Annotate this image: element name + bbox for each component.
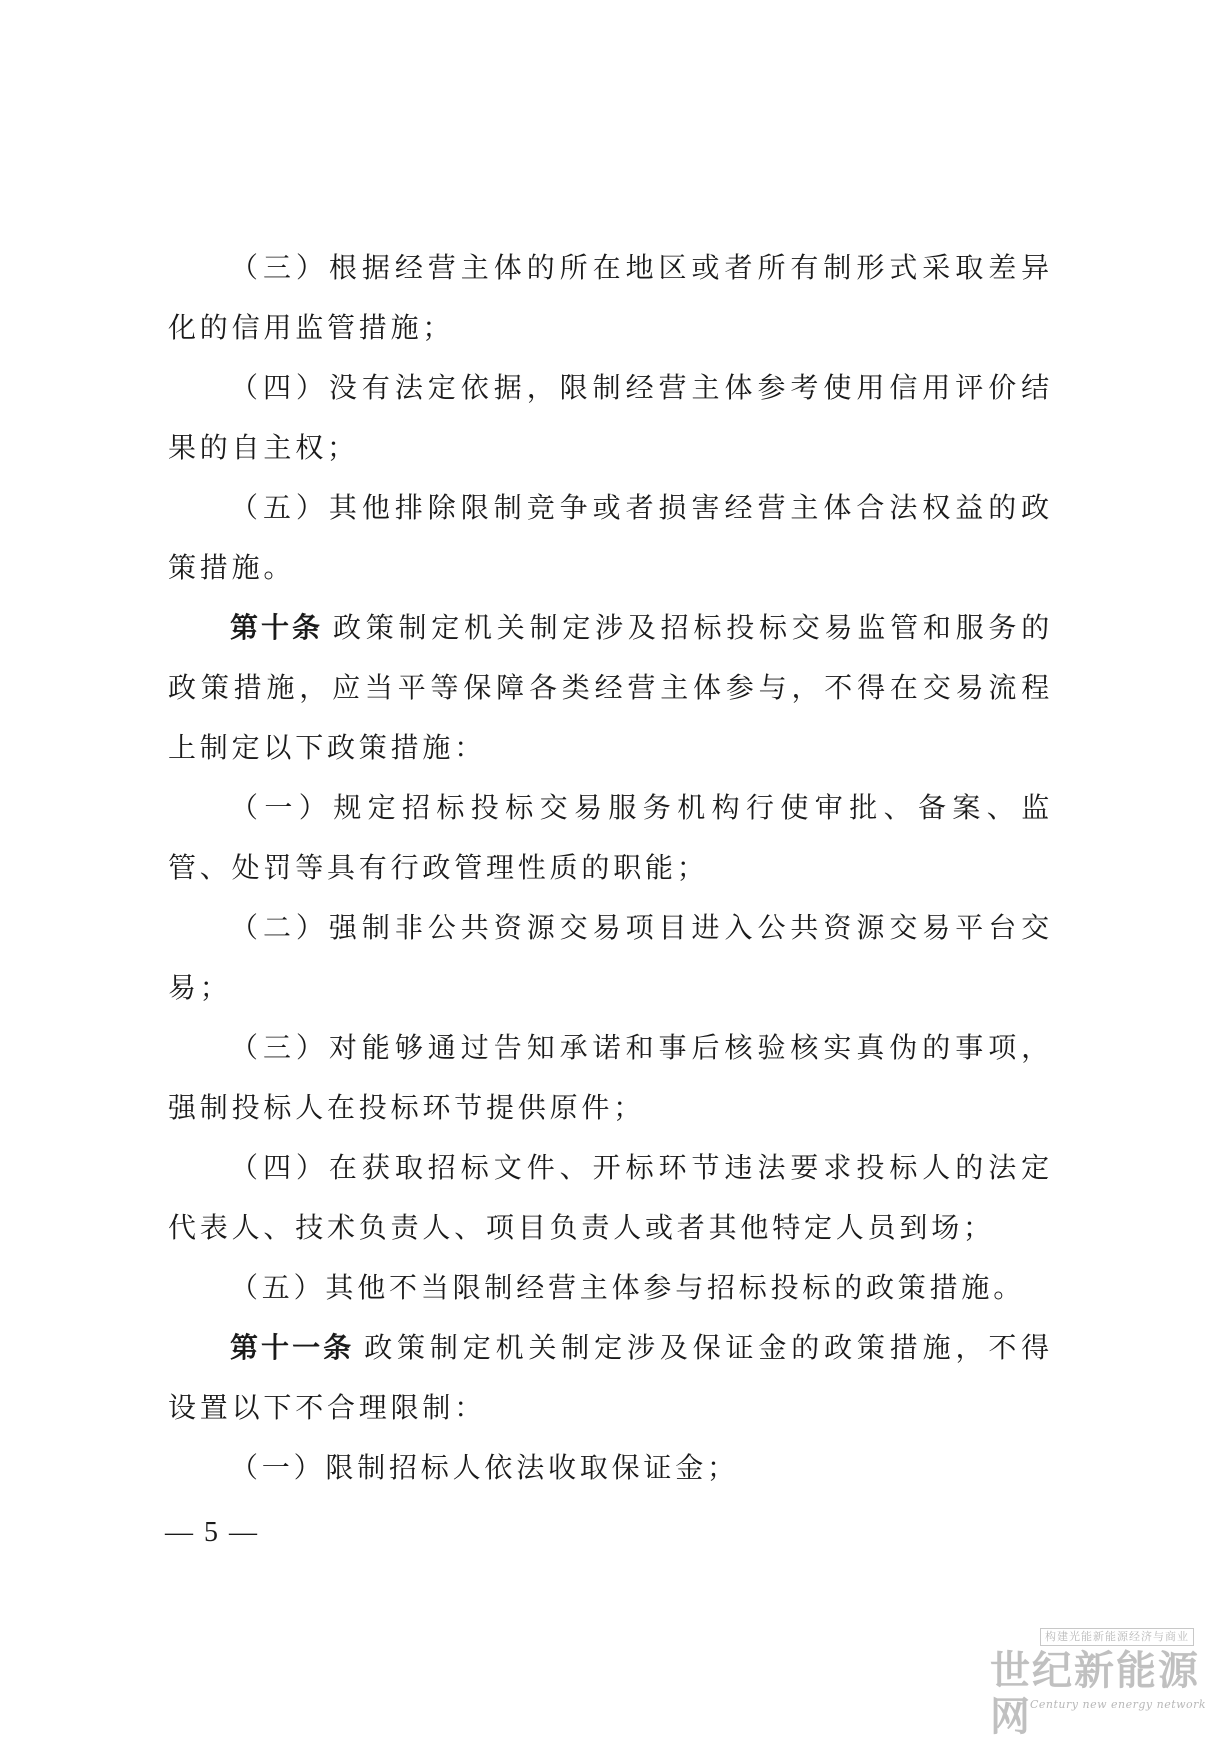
item-paragraph [168, 1258, 1053, 1318]
paragraph-text: （三）对能够通过告知承诺和事后核验核实真伪的事项，强制投标人在投标环节提供原件； [168, 1031, 1053, 1124]
article-paragraph [168, 598, 1053, 778]
article-title: 第十条 [230, 611, 323, 644]
item-paragraph [168, 1018, 1053, 1138]
article-paragraph [168, 1318, 1053, 1438]
item-paragraph [168, 238, 1053, 358]
paragraph-text: 政策制定机关制定涉及保证金的政策措施，不得设置以下不合理限制： [168, 1331, 1053, 1424]
paragraph-text: 政策制定机关制定涉及招标投标交易监管和服务的政策措施，应当平等保障各类经营主体参与，不得在交易流程上制定以下政策措施： [168, 611, 1053, 764]
watermark-subtitle: Century new energy network [1030, 1698, 1207, 1711]
item-paragraph [168, 1138, 1053, 1258]
watermark-tag: 构建光能新能源经济与商业 [1040, 1628, 1194, 1646]
item-paragraph [168, 478, 1053, 598]
paragraph-text: （四）在获取招标文件、开标环节违法要求投标人的法定代表人、技术负责人、项目负责人或者其他特定人员到场； [168, 1151, 1053, 1244]
paragraph-text: （五）其他排除限制竞争或者损害经营主体合法权益的政策措施。 [168, 491, 1053, 584]
paragraph-text: （一）规定招标投标交易服务机构行使审批、备案、监管、处罚等具有行政管理性质的职能； [168, 791, 1053, 884]
article-title: 第十一条 [230, 1331, 355, 1364]
paragraph-text: （二）强制非公共资源交易项目进入公共资源交易平台交易； [168, 911, 1053, 1004]
item-paragraph [168, 1438, 1053, 1498]
paragraph-text: （一）限制招标人依法收取保证金； [230, 1451, 739, 1484]
paragraph-text: （三）根据经营主体的所在地区或者所有制形式采取差异化的信用监管措施； [168, 251, 1053, 344]
item-paragraph [168, 358, 1053, 478]
document-body [168, 238, 1053, 1498]
item-paragraph [168, 898, 1053, 1018]
paragraph-text: （五）其他不当限制经营主体参与招标投标的政策措施。 [230, 1271, 1026, 1304]
watermark-main-text: 世纪新能源网 [990, 1648, 1200, 1740]
paragraph-text: （四）没有法定依据，限制经营主体参考使用信用评价结果的自主权； [168, 371, 1053, 464]
page-number: — 5 — [165, 1517, 259, 1548]
watermark-logo [990, 1628, 1210, 1740]
item-paragraph [168, 778, 1053, 898]
